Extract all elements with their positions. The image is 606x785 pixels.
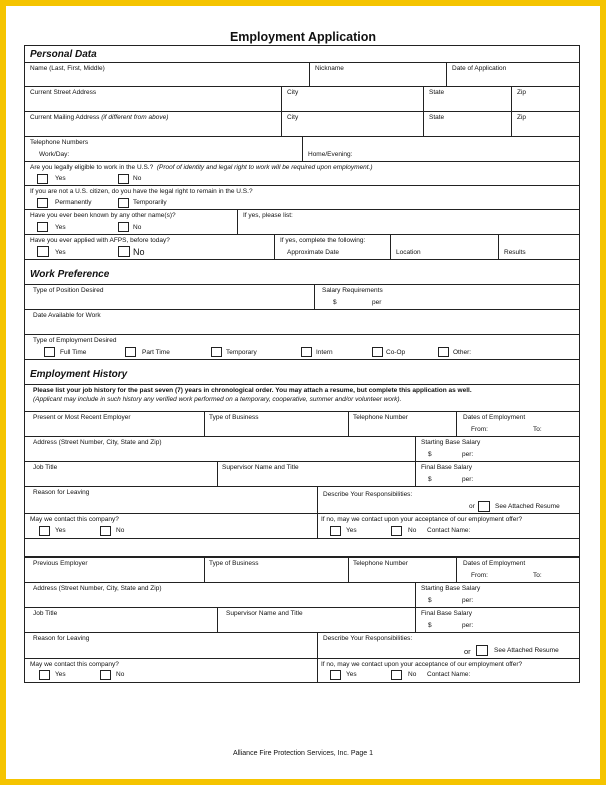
salary-dollar-label: $ bbox=[333, 299, 337, 306]
employer2-name-field[interactable]: Previous Employer bbox=[33, 560, 88, 567]
employer2-supervisor-label: Supervisor Name and Title bbox=[226, 610, 303, 617]
afps-no-checkbox[interactable] bbox=[118, 246, 130, 257]
employer2-starting-dollar: $ bbox=[428, 597, 432, 604]
other-name-no-checkbox[interactable] bbox=[118, 222, 129, 232]
location-field[interactable] bbox=[390, 235, 499, 259]
mailing-address-row bbox=[24, 112, 580, 137]
employer1-final-per: per: bbox=[462, 476, 474, 483]
employer1-starting-per: per: bbox=[462, 451, 474, 458]
application-form bbox=[24, 45, 580, 683]
date-of-application-field[interactable] bbox=[446, 63, 579, 86]
salary-requirements-label: Salary Requirements bbox=[322, 287, 383, 294]
employer2-offer-question: If no, may we contact upon your acceptance of our employment offer? bbox=[321, 661, 523, 668]
full-time-checkbox[interactable] bbox=[44, 347, 55, 357]
afps-question: Have you ever applied with AFPS, before today? bbox=[30, 237, 170, 244]
afps-row bbox=[24, 235, 580, 260]
mailing-zip-field[interactable] bbox=[511, 112, 579, 136]
co-op-label: Co-Op bbox=[386, 349, 406, 356]
employer1-row bbox=[24, 412, 580, 437]
employer1-to-label: To: bbox=[533, 426, 542, 433]
employment-history-heading: Employment History bbox=[30, 369, 128, 380]
employer2-responsibilities-label: Describe Your Responsibilities: bbox=[323, 635, 413, 642]
afps-details bbox=[274, 235, 579, 259]
permanently-checkbox[interactable] bbox=[37, 198, 48, 208]
telephone-numbers-label: Telephone Numbers bbox=[30, 139, 89, 146]
employer2-job-title-field[interactable]: Job Title bbox=[33, 610, 58, 617]
employer2-final-salary-field[interactable] bbox=[415, 608, 579, 632]
other-name-no-label: No bbox=[133, 224, 142, 231]
personal-data-header bbox=[24, 45, 580, 63]
afps-complete-label: If yes, complete the following: bbox=[280, 237, 366, 244]
employer2-contact-name-field[interactable]: Contact Name: bbox=[427, 671, 471, 678]
employer1-name-field[interactable]: Present or Most Recent Employer bbox=[33, 414, 131, 421]
salary-requirements-field[interactable] bbox=[314, 285, 579, 309]
employment-type-row bbox=[24, 335, 580, 360]
full-time-label: Full Time bbox=[60, 349, 87, 356]
other-name-list-field[interactable] bbox=[237, 210, 579, 234]
mailing-address-label: Current Mailing Address bbox=[30, 114, 100, 121]
employer2-dates-label: Dates of Employment bbox=[463, 560, 526, 567]
employer1-offer-no-checkbox[interactable] bbox=[391, 526, 402, 536]
other-checkbox[interactable] bbox=[438, 347, 449, 357]
eligible-no-checkbox[interactable] bbox=[118, 174, 129, 184]
other-name-question: Have you ever been known by any other name(s)? bbox=[30, 212, 176, 219]
other-name-list-label: If yes, please list: bbox=[243, 212, 293, 219]
employer2-offer-yes-checkbox[interactable] bbox=[330, 670, 341, 680]
state-field[interactable] bbox=[423, 87, 512, 111]
employer1-business-type-label: Type of Business bbox=[209, 414, 259, 421]
temporary-label: Temporary bbox=[226, 349, 257, 356]
employer1-telephone-field[interactable] bbox=[348, 412, 457, 436]
employer1-final-dollar: $ bbox=[428, 476, 432, 483]
employer2-see-resume-label: See Attached Resume bbox=[494, 647, 559, 654]
history-instruction-note: (Applicant may include in such history any verified work performed on a temporary, cooperative, summer and/or volunteer work). bbox=[33, 396, 402, 403]
employer1-address-field[interactable]: Address (Street Number, City, State and Zip) bbox=[33, 439, 162, 446]
mailing-state-field[interactable] bbox=[423, 112, 512, 136]
employer2-business-type-field[interactable] bbox=[204, 558, 349, 582]
employer2-starting-salary-field[interactable] bbox=[415, 583, 579, 607]
employer1-job-row bbox=[24, 462, 580, 487]
mailing-city-label: City bbox=[287, 114, 299, 121]
employer1-final-salary-field[interactable] bbox=[415, 462, 579, 486]
date-available-field[interactable]: Date Available for Work bbox=[33, 312, 101, 319]
employer1-may-contact-question: May we contact this company? bbox=[30, 516, 119, 523]
employer1-see-resume-checkbox[interactable] bbox=[478, 501, 490, 512]
employer1-business-type-field[interactable] bbox=[204, 412, 349, 436]
personal-data-heading: Personal Data bbox=[30, 49, 97, 60]
intern-checkbox[interactable] bbox=[301, 347, 312, 357]
employer1-starting-salary-label: Starting Base Salary bbox=[421, 439, 481, 446]
employer1-responsibilities-label: Describe Your Responsibilities: bbox=[323, 491, 413, 498]
employer1-offer-no-label: No bbox=[408, 527, 417, 534]
home-evening-field[interactable] bbox=[302, 137, 579, 161]
eligible-yes-checkbox[interactable] bbox=[37, 174, 48, 184]
employer2-address-row bbox=[24, 583, 580, 608]
employer1-dates-field[interactable] bbox=[456, 412, 579, 436]
employer1-starting-salary-field[interactable] bbox=[415, 437, 579, 461]
co-op-checkbox[interactable] bbox=[372, 347, 383, 357]
position-desired-field[interactable]: Type of Position Desired bbox=[33, 287, 104, 294]
position-row bbox=[24, 285, 580, 310]
employer1-contact-row bbox=[24, 514, 580, 539]
employer2-or-label: or bbox=[464, 647, 471, 656]
employer1-address-row bbox=[24, 437, 580, 462]
employer1-from-label: From: bbox=[471, 426, 488, 433]
street-address-field[interactable]: Current Street Address bbox=[30, 89, 97, 96]
employer2-final-salary-label: Final Base Salary bbox=[421, 610, 472, 617]
afps-yes-checkbox[interactable] bbox=[37, 246, 49, 257]
telephone-row bbox=[24, 137, 580, 162]
permanently-label: Permanently bbox=[55, 199, 92, 206]
name-row bbox=[24, 63, 580, 87]
part-time-label: Part Time bbox=[142, 349, 170, 356]
application-page bbox=[6, 6, 600, 779]
intern-label: Intern bbox=[316, 349, 333, 356]
employer1-starting-dollar: $ bbox=[428, 451, 432, 458]
employer1-contact-no-label: No bbox=[116, 527, 125, 534]
employer2-offer-yes-label: Yes bbox=[346, 671, 357, 678]
date-of-application-label: Date of Application bbox=[452, 65, 507, 72]
employer2-contact-no-checkbox[interactable] bbox=[100, 670, 111, 680]
temporarily-label: Temporarily bbox=[133, 199, 167, 206]
nickname-field[interactable] bbox=[309, 63, 447, 86]
mailing-address-note: (if different from above) bbox=[101, 114, 169, 121]
mailing-address-field[interactable] bbox=[30, 115, 168, 122]
afps-yes-label: Yes bbox=[55, 249, 66, 256]
employer1-supervisor-field[interactable] bbox=[217, 462, 416, 486]
employer2-business-type-label: Type of Business bbox=[209, 560, 259, 567]
employment-history-header bbox=[24, 360, 580, 385]
other-label: Other: bbox=[453, 349, 472, 356]
employer2-final-dollar: $ bbox=[428, 622, 432, 629]
nickname-label: Nickname bbox=[315, 65, 344, 72]
citizen-question: If you are not a U.S. citizen, do you have the legal right to remain in the U.S.? bbox=[30, 188, 253, 195]
employer2-job-row bbox=[24, 608, 580, 633]
employer2-may-contact-question: May we contact this company? bbox=[30, 661, 119, 668]
work-preference-heading: Work Preference bbox=[30, 269, 110, 280]
employer1-contact-yes-label: Yes bbox=[55, 527, 66, 534]
employer1-final-salary-label: Final Base Salary bbox=[421, 464, 472, 471]
employer1-supervisor-label: Supervisor Name and Title bbox=[222, 464, 299, 471]
employer2-supervisor-field[interactable] bbox=[217, 608, 416, 632]
page-title: Employment Application bbox=[229, 30, 377, 44]
employer2-reason-field[interactable]: Reason for Leaving bbox=[33, 635, 90, 642]
mailing-zip-label: Zip bbox=[517, 114, 527, 121]
employer2-contact-no-label: No bbox=[116, 671, 125, 678]
employer1-contact-name-field[interactable]: Contact Name: bbox=[427, 527, 471, 534]
employer1-contact-no-checkbox[interactable] bbox=[100, 526, 111, 536]
results-label: Results bbox=[504, 249, 526, 256]
employer2-reason-row bbox=[24, 633, 580, 659]
employer1-responsibilities-field[interactable] bbox=[317, 487, 579, 513]
state-label: State bbox=[429, 89, 445, 96]
employer1-reason-row bbox=[24, 487, 580, 514]
street-address-row bbox=[24, 87, 580, 112]
employer2-offer-contact bbox=[317, 659, 579, 682]
employer1-see-resume-label: See Attached Resume bbox=[495, 503, 560, 510]
page-footer: Alliance Fire Protection Services, Inc. Page 1 bbox=[232, 750, 374, 757]
employer1-offer-yes-label: Yes bbox=[346, 527, 357, 534]
eligible-no-label: No bbox=[133, 175, 142, 182]
employer2-final-per: per: bbox=[462, 622, 474, 629]
temporarily-checkbox[interactable] bbox=[118, 198, 129, 208]
employer1-offer-contact bbox=[317, 514, 579, 538]
other-name-yes-checkbox[interactable] bbox=[37, 222, 48, 232]
employer2-contact-yes-checkbox[interactable] bbox=[39, 670, 50, 680]
employer2-from-label: From: bbox=[471, 572, 488, 579]
part-time-checkbox[interactable] bbox=[125, 347, 136, 357]
approximate-date-field[interactable]: Approximate Date bbox=[287, 249, 340, 256]
date-available-row bbox=[24, 310, 580, 335]
employer1-offer-yes-checkbox[interactable] bbox=[330, 526, 341, 536]
employer1-dates-label: Dates of Employment bbox=[463, 414, 526, 421]
eligibility-question bbox=[30, 165, 373, 172]
eligible-yes-label: Yes bbox=[55, 175, 66, 182]
employer2-contact-yes-label: Yes bbox=[55, 671, 66, 678]
afps-no-label: No bbox=[133, 247, 145, 257]
city-label: City bbox=[287, 89, 299, 96]
other-name-yes-label: Yes bbox=[55, 224, 66, 231]
zip-field[interactable] bbox=[511, 87, 579, 111]
citizen-row bbox=[24, 186, 580, 210]
temporary-checkbox[interactable] bbox=[211, 347, 222, 357]
home-evening-label: Home/Evening: bbox=[308, 151, 353, 158]
employer2-starting-salary-label: Starting Base Salary bbox=[421, 585, 481, 592]
employer2-dates-field[interactable] bbox=[456, 558, 579, 582]
salary-per-label: per bbox=[372, 299, 382, 306]
city-field[interactable] bbox=[281, 87, 424, 111]
mailing-state-label: State bbox=[429, 114, 445, 121]
employer2-offer-no-label: No bbox=[408, 671, 417, 678]
work-day-field[interactable]: Work/Day: bbox=[39, 151, 70, 158]
employer2-row bbox=[24, 557, 580, 583]
mailing-city-field[interactable] bbox=[281, 112, 424, 136]
employer2-telephone-label: Telephone Number bbox=[353, 560, 408, 567]
employer1-reason-field[interactable]: Reason for Leaving bbox=[33, 489, 90, 496]
employer2-telephone-field[interactable] bbox=[348, 558, 457, 582]
eligibility-row bbox=[24, 162, 580, 186]
employer2-to-label: To: bbox=[533, 572, 542, 579]
history-instruction-row bbox=[24, 385, 580, 412]
employer1-offer-question: If no, may we contact upon your acceptance of our employment offer? bbox=[321, 516, 523, 523]
results-field[interactable] bbox=[498, 235, 579, 259]
location-label: Location bbox=[396, 249, 421, 256]
history-instruction: Please list your job history for the past seven (7) years in chronological order. You may attach a resume, but complete this application as well. bbox=[33, 387, 472, 394]
employer2-contact-row bbox=[24, 659, 580, 683]
work-preference-header bbox=[24, 260, 580, 285]
section-gap bbox=[24, 539, 580, 557]
employer2-starting-per: per: bbox=[462, 597, 474, 604]
employer1-job-title-field[interactable]: Job Title bbox=[33, 464, 58, 471]
employer2-address-field[interactable]: Address (Street Number, City, State and Zip) bbox=[33, 585, 162, 592]
employer2-see-resume-checkbox[interactable] bbox=[476, 645, 488, 656]
name-field[interactable]: Name (Last, First, Middle) bbox=[30, 65, 105, 72]
employer1-contact-yes-checkbox[interactable] bbox=[39, 526, 50, 536]
other-name-row bbox=[24, 210, 580, 235]
employer2-offer-no-checkbox[interactable] bbox=[391, 670, 402, 680]
eligibility-note: (Proof of identity and legal right to work will be required upon employment.) bbox=[156, 164, 373, 171]
employment-type-label: Type of Employment Desired bbox=[33, 337, 117, 344]
eligibility-question-text: Are you legally eligible to work in the U.S.? bbox=[30, 164, 154, 171]
zip-label: Zip bbox=[517, 89, 527, 96]
employer1-or-label: or bbox=[469, 503, 475, 510]
employer1-telephone-label: Telephone Number bbox=[353, 414, 408, 421]
employer2-responsibilities-field[interactable] bbox=[317, 633, 579, 658]
